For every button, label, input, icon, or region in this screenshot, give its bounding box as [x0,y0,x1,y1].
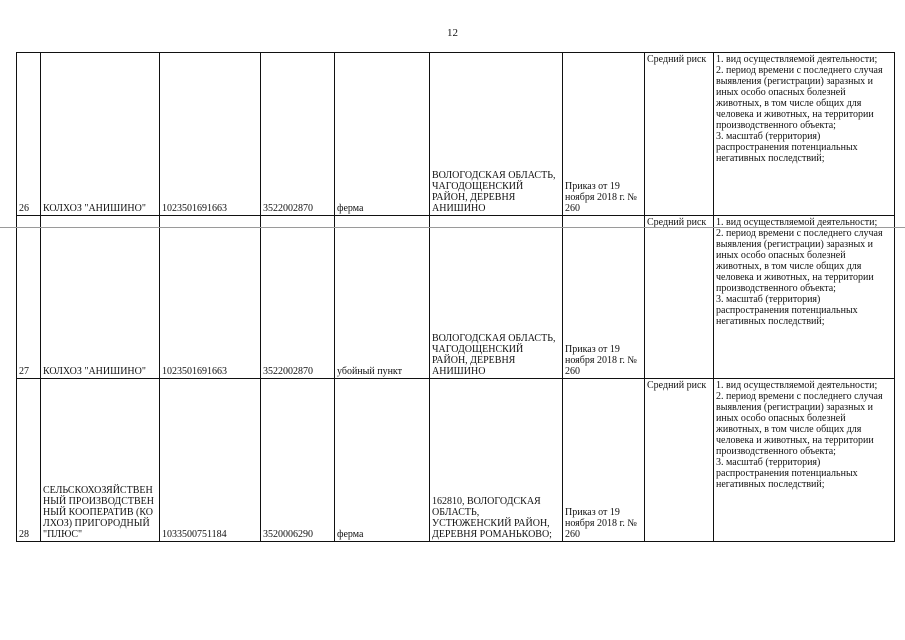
row-number: 28 [17,379,41,542]
organization-name: СЕЛЬСКОХОЗЯЙСТВЕННЫЙ ПРОИЗВОДСТВЕННЫЙ КООПЕРАТИВ (КОЛХОЗ) ПРИГОРОДНЫЙ "ПЛЮС" [41,379,160,542]
address-cell: ВОЛОГОДСКАЯ ОБЛАСТЬ, ЧАГОДОЩЕНСКИЙ РАЙОН, ДЕРЕВНЯ АНИШИНО [430,53,563,216]
table-row [17,53,895,216]
inn-cell: 3520006290 [261,379,335,542]
table-row [17,216,895,379]
object-type-cell: убойный пункт [335,216,430,379]
address-cell: ВОЛОГОДСКАЯ ОБЛАСТЬ, ЧАГОДОЩЕНСКИЙ РАЙОН, ДЕРЕВНЯ АНИШИНО [430,216,563,379]
criteria-item: 3. масштаб (территория) распространения потенциальных негативных последствий; [716,457,858,490]
criteria-item: 3. масштаб (территория) распространения потенциальных негативных последствий; [716,294,858,327]
address-cell: 162810, ВОЛОГОДСКАЯ ОБЛАСТЬ, УСТЮЖЕНСКИЙ РАЙОН, ДЕРЕВНЯ РОМАНЬКОВО; [430,379,563,542]
risk-criteria-cell [714,53,895,216]
criteria-item: 3. масштаб (территория) распространения потенциальных негативных последствий; [716,131,858,164]
risk-criteria-cell [714,216,895,379]
criteria-item: 2. период времени с последнего случая выявления (регистрации) заразных и иных особо опасных болезней животных, в том числе общих для человека и животных, на территории производственного объекта; [716,228,883,294]
risk-category-cell: Средний риск [645,379,714,542]
organization-name: КОЛХОЗ "АНИШИНО" [41,216,160,379]
object-type-cell: ферма [335,379,430,542]
inn-cell: 3522002870 [261,53,335,216]
order-cell: Приказ от 19 ноября 2018 г. № 260 [563,53,645,216]
organization-name: КОЛХОЗ "АНИШИНО" [41,53,160,216]
criteria-item: 1. вид осуществляемой деятельности; [716,380,878,391]
row-number: 27 [17,216,41,379]
criteria-item: 2. период времени с последнего случая выявления (регистрации) заразных и иных особо опасных болезней животных, в том числе общих для человека и животных, на территории производственного объекта; [716,391,883,457]
object-type-cell: ферма [335,53,430,216]
risk-category-cell: Средний риск [645,53,714,216]
ogrn-cell: 1023501691663 [160,53,261,216]
scan-artifact-line [0,227,905,228]
ogrn-cell: 1033500751184 [160,379,261,542]
row-number: 26 [17,53,41,216]
ogrn-cell: 1023501691663 [160,216,261,379]
order-cell: Приказ от 19 ноября 2018 г. № 260 [563,216,645,379]
page-number: 12 [447,27,458,39]
criteria-item: 2. период времени с последнего случая выявления (регистрации) заразных и иных особо опасных болезней животных, в том числе общих для человека и животных, на территории производственного объекта; [716,65,883,131]
inn-cell: 3522002870 [261,216,335,379]
registry-table [16,52,895,542]
criteria-item: 1. вид осуществляемой деятельности; [716,217,878,228]
risk-category-cell: Средний риск [645,216,714,379]
table-row [17,379,895,542]
criteria-item: 1. вид осуществляемой деятельности; [716,54,878,65]
risk-criteria-cell [714,379,895,542]
order-cell: Приказ от 19 ноября 2018 г. № 260 [563,379,645,542]
